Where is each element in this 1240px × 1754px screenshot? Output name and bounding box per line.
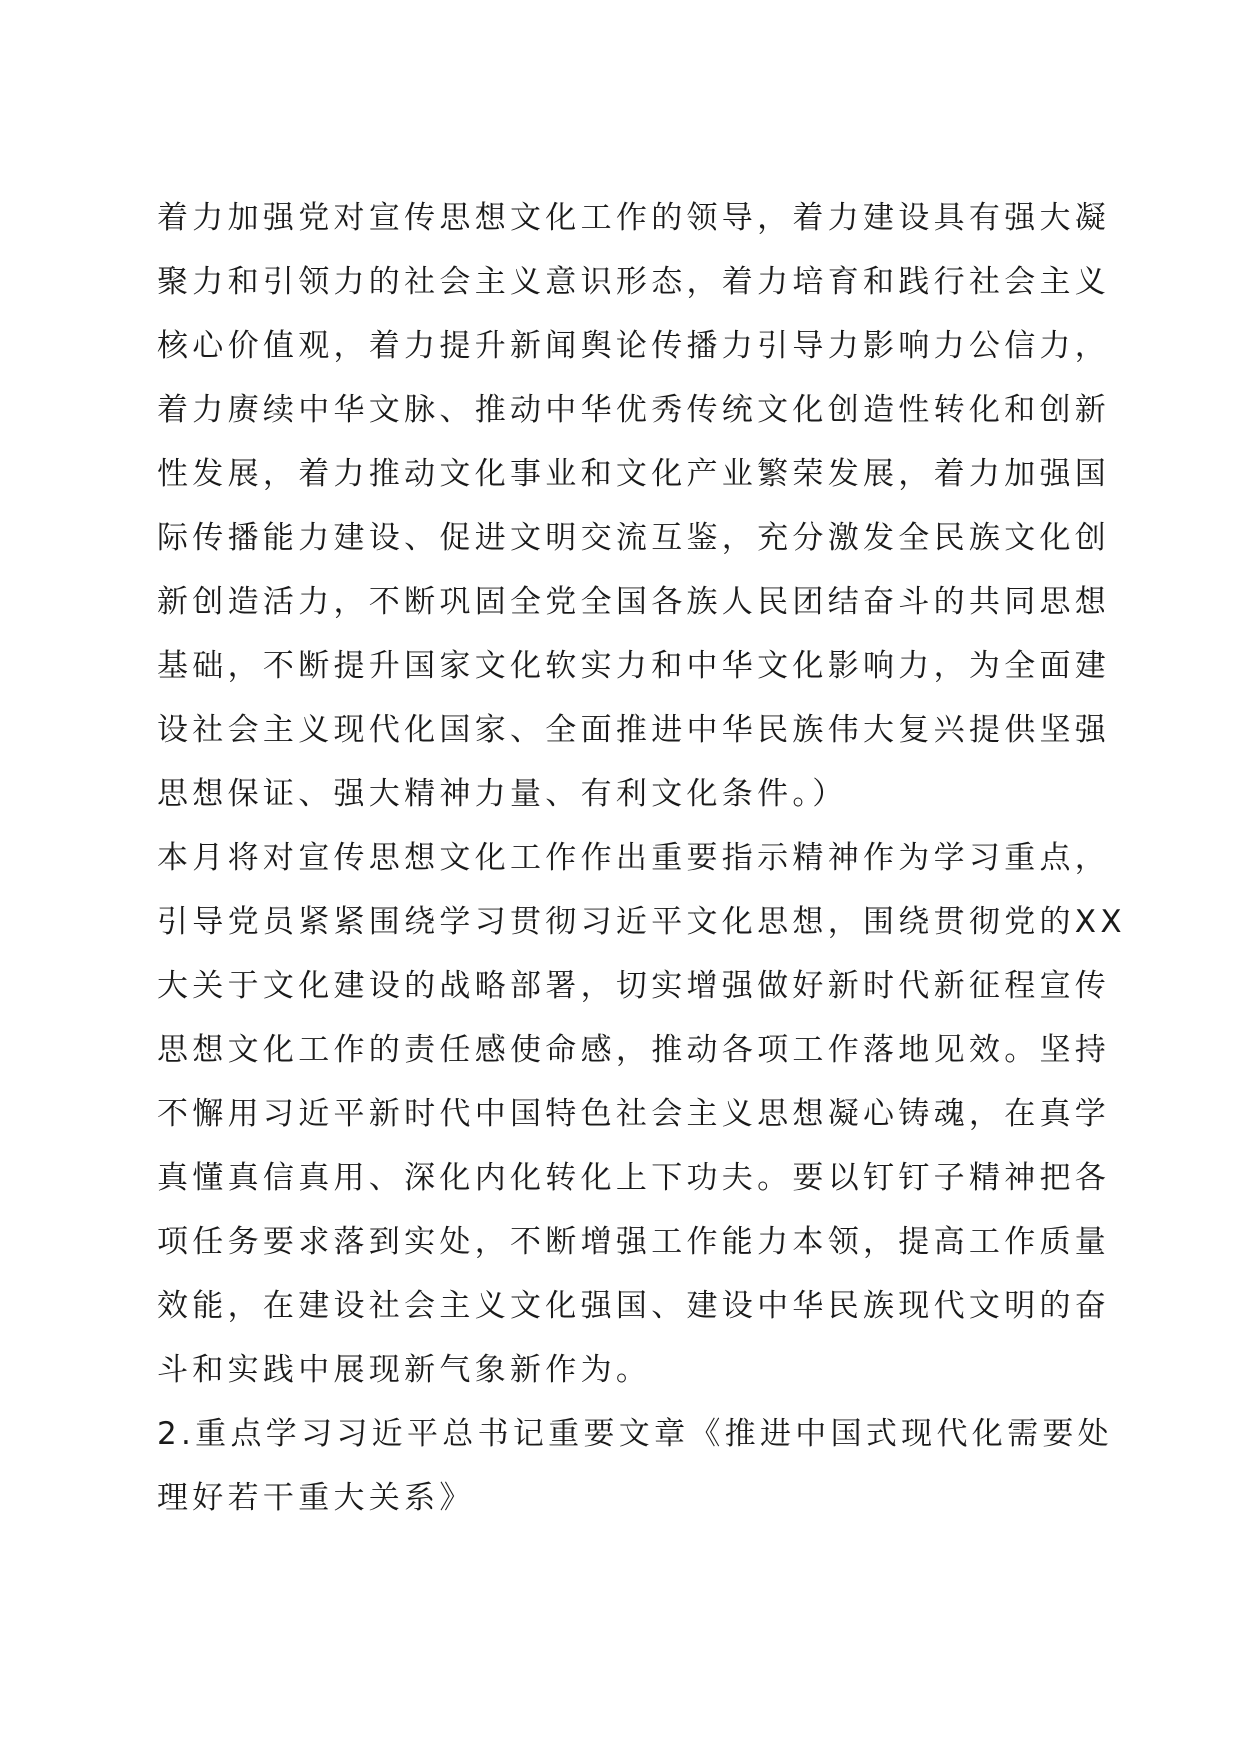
text-line: 效能，在建设社会主义文化强国、建设中华民族现代文明的奋 [157, 1288, 1111, 1324]
heading-line: 2.重点学习习近平总书记重要文章《推进中国式现代化需要处 [157, 1416, 1113, 1452]
text-line: 着力加强党对宣传思想文化工作的领导，着力建设具有强大凝 [157, 200, 1111, 236]
text-line: 项任务要求落到实处，不断增强工作能力本领，提高工作质量 [157, 1224, 1111, 1260]
text-line: 本月将对宣传思想文化工作作出重要指示精神作为学习重点， [157, 840, 1111, 876]
text-line: 聚力和引领力的社会主义意识形态，着力培育和践行社会主义 [157, 264, 1111, 300]
text-line: 斗和实践中展现新气象新作为。 [157, 1352, 652, 1388]
text-line: 引导党员紧紧围绕学习贯彻习近平文化思想，围绕贯彻党的XX [157, 904, 1126, 940]
text-line: 不懈用习近平新时代中国特色社会主义思想凝心铸魂，在真学 [157, 1096, 1111, 1132]
text-line: 着力赓续中华文脉、推动中华优秀传统文化创造性转化和创新 [157, 392, 1111, 428]
paragraph-2 [157, 826, 1126, 1402]
text-line: 大关于文化建设的战略部署，切实增强做好新时代新征程宣传 [157, 968, 1111, 1004]
paragraph-1 [157, 186, 1111, 826]
document-body [157, 186, 1126, 1530]
text-line: 新创造活力，不断巩固全党全国各族人民团结奋斗的共同思想 [157, 584, 1111, 620]
text-line: 设社会主义现代化国家、全面推进中华民族伟大复兴提供坚强 [157, 712, 1111, 748]
text-line: 核心价值观，着力提升新闻舆论传播力引导力影响力公信力， [157, 328, 1111, 364]
text-line: 思想保证、强大精神力量、有利文化条件。） [157, 776, 848, 812]
text-line: 真懂真信真用、深化内化转化上下功夫。要以钉钉子精神把各 [157, 1160, 1111, 1196]
text-line: 思想文化工作的责任感使命感，推动各项工作落地见效。坚持 [157, 1032, 1111, 1068]
heading-line: 理好若干重大关系》 [157, 1480, 475, 1516]
text-line: 基础，不断提升国家文化软实力和中华文化影响力，为全面建 [157, 648, 1111, 684]
text-line: 际传播能力建设、促进文明交流互鉴，充分激发全民族文化创 [157, 520, 1111, 556]
text-line: 性发展，着力推动文化事业和文化产业繁荣发展，着力加强国 [157, 456, 1111, 492]
section-heading-2 [157, 1402, 1113, 1530]
